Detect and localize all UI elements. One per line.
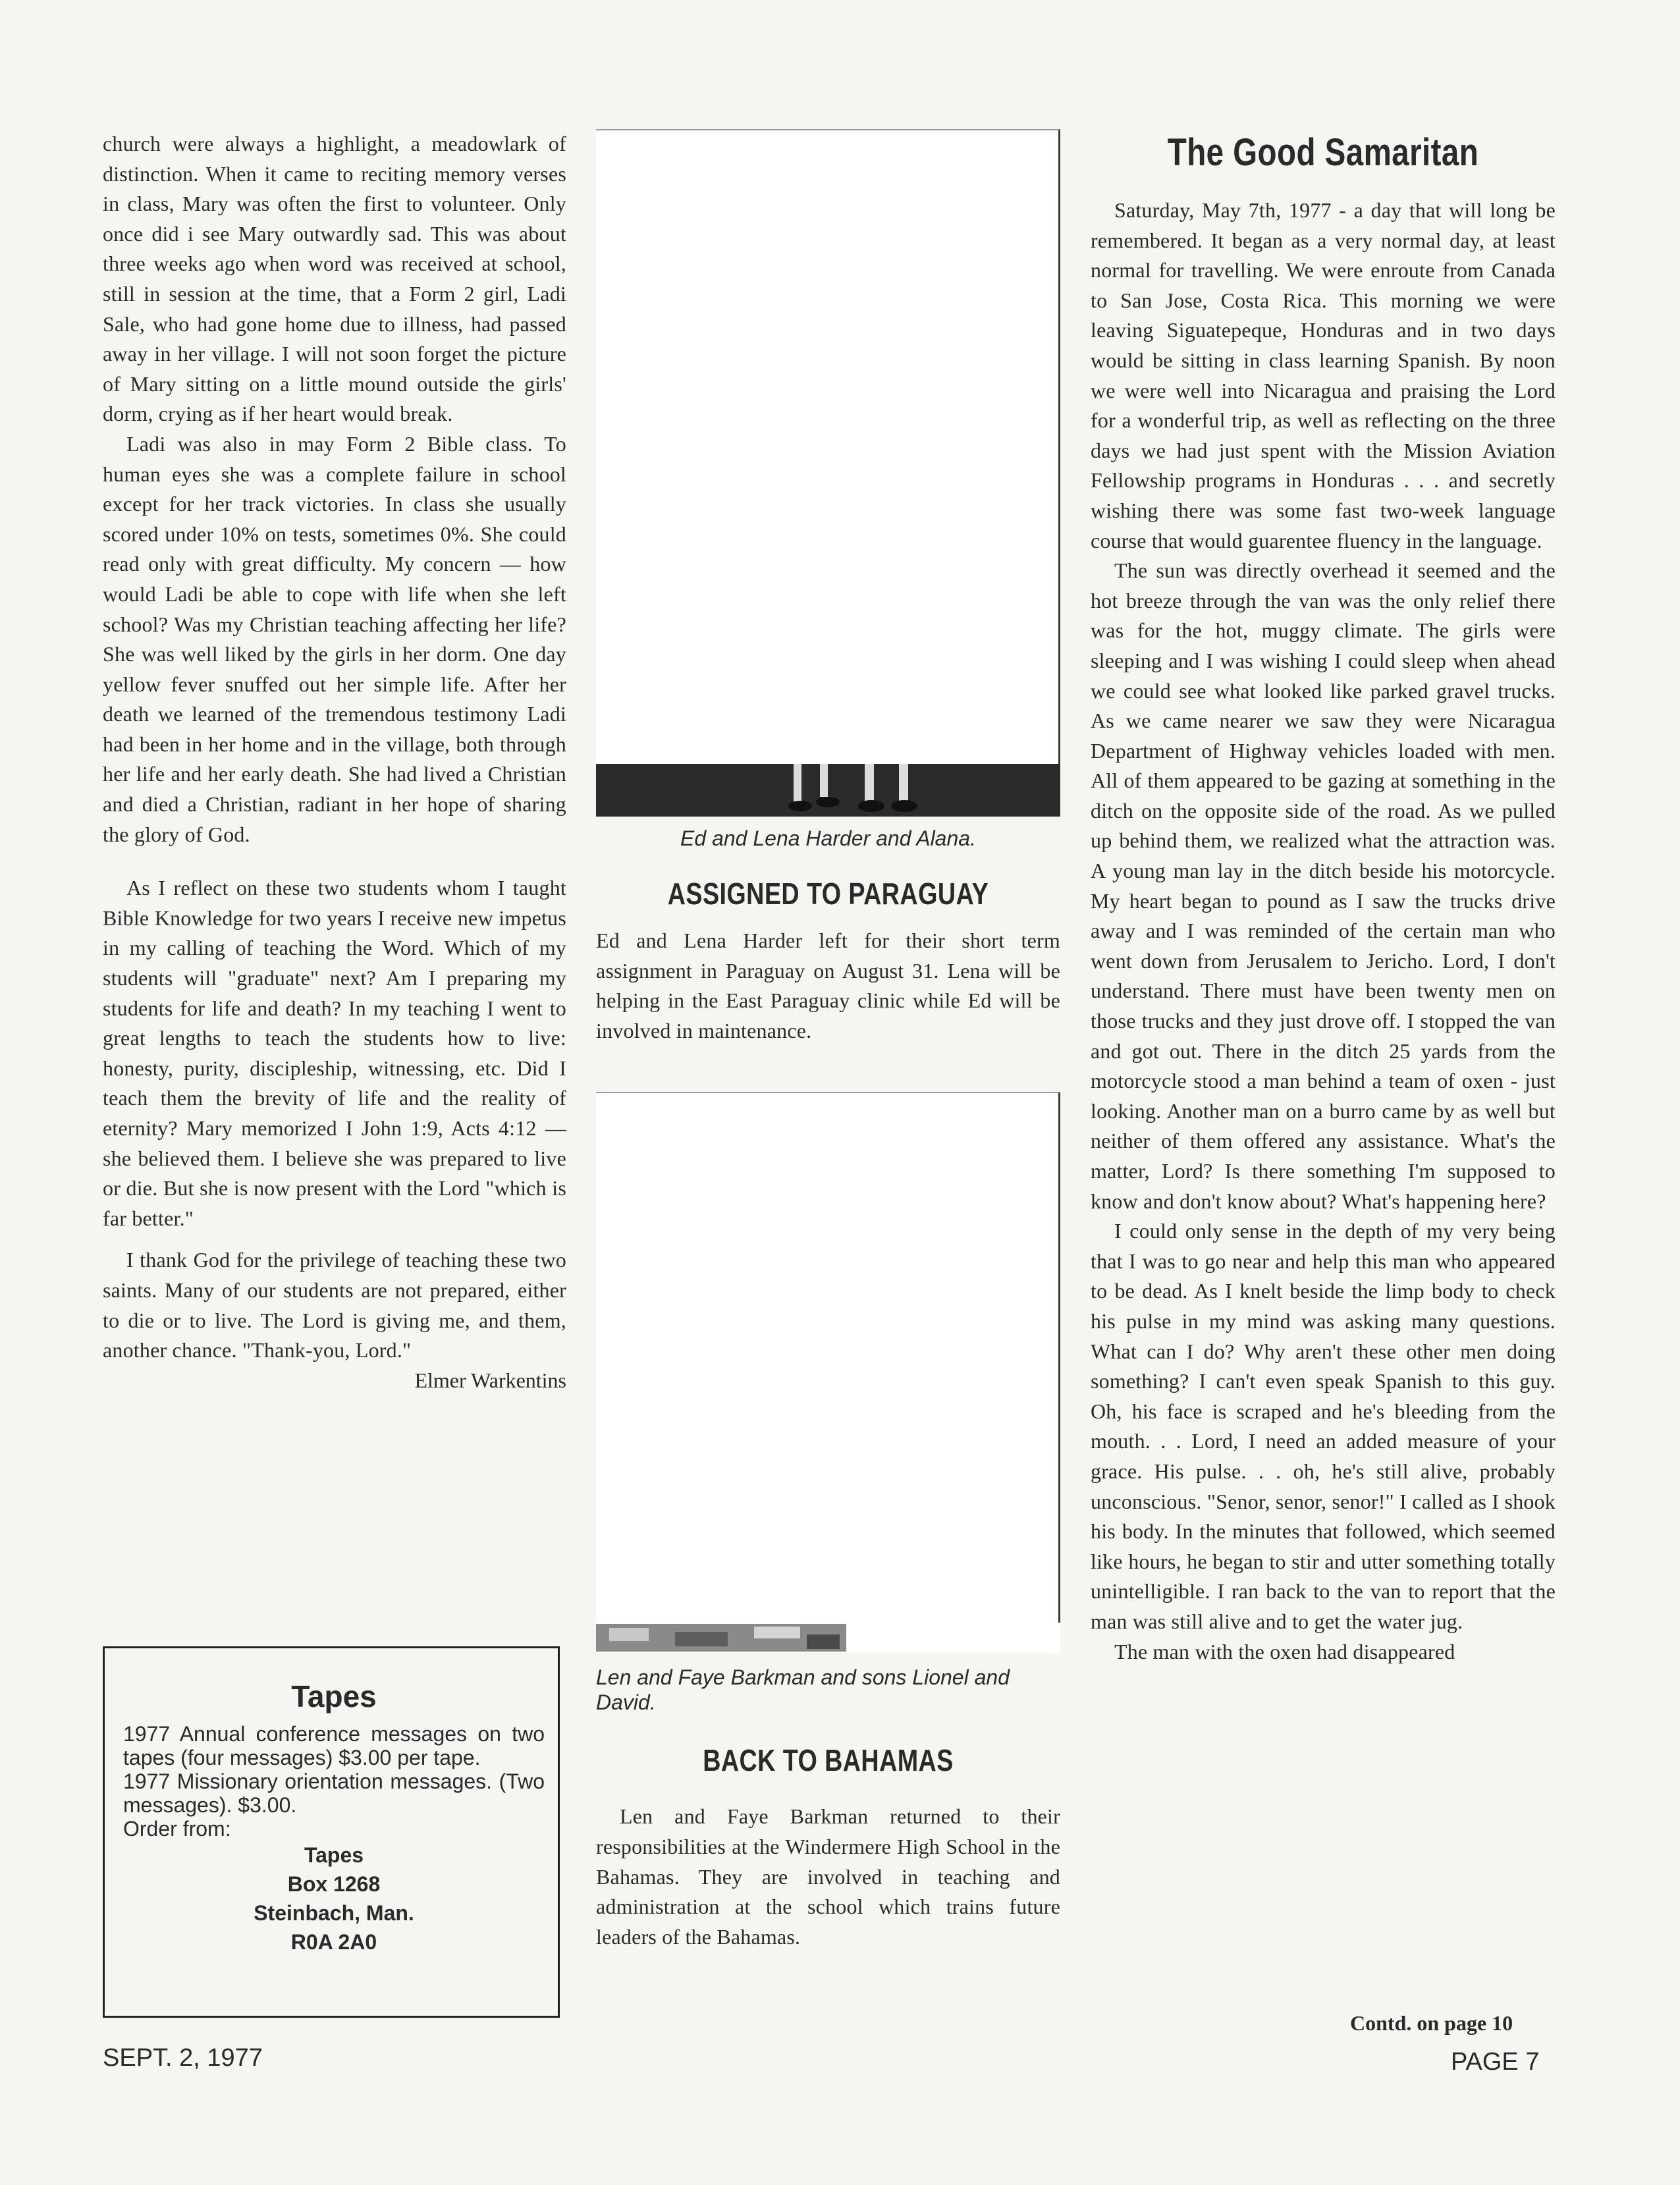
article-paragraph: As I reflect on these two students whom I taught Bible Knowledge for two years I receive new impetus in my calling of teaching the Word. Which of my students will "graduate" next? Am I preparing my students for life and death? In my teaching I went to great lengths to teach the students how to live: honesty, purity, discipleship, witnessing, etc. Did I teach them the brevity of life and the reality of eternity? Mary memorized I John 1:9, Acts 4:12 — she believed them. I believe she was prepared to live or die. But she is now present with the Lord "which is far better." <box>103 876 566 1230</box>
tapes-title: Tapes <box>291 1679 377 1713</box>
article-paragraph: Ladi was also in may Form 2 Bible class. To human eyes she was a complete failure in school except for her track victories. In class she usually scored under 10% on tests, sometimes 0%. She could read only with great difficulty. My concern — how would Ladi be able to cope with life when she left school? Was my Christian teaching affecting her life? She was well liked by the girls in her dorm. One day yellow fever snuffed out her simple life. After her death we learned of the tremendous testimony Ladi had been in her home and in the village, both through her life and her early death. She had lived a Christian and died a Christian, radiant in her hope of sharing the glory of God. <box>103 431 566 846</box>
tapes-line: Order from: <box>123 1817 231 1841</box>
tapes-address-line: Steinbach, Man. <box>254 1901 414 1925</box>
issue-date: SEPT. 2, 1977 <box>103 2044 263 2072</box>
column-right <box>1091 129 1556 1667</box>
page-number: PAGE 7 <box>1451 2048 1540 2076</box>
article-paragraph: Ed and Lena Harder left for their short term assignment in Paraguay on August 31. Lena will be helping in the East Paraguay clinic while Ed will be involved in maintenance. <box>596 929 1060 1042</box>
tapes-line: 1977 Missionary orientation messages. (Two messages). $3.00. <box>123 1769 545 1817</box>
photo-caption: Len and Faye Barkman and sons Lionel and David. <box>596 1665 1010 1715</box>
tapes-address-line: Tapes <box>304 1843 364 1867</box>
article-paragraph: Len and Faye Barkman returned to their responsibilities at the Windermere High School in the Bahamas. They are involved in teaching and administration at the school which trains future leaders of the Bahamas. <box>596 1804 1060 1949</box>
tapes-line: 1977 Annual conference messages on two tapes (four messages) $3.00 per tape. <box>123 1722 545 1769</box>
photo-caption: Ed and Lena Harder and Alana. <box>680 826 976 850</box>
continued-note: Contd. on page 10 <box>1350 2011 1513 2035</box>
article-title: The Good Samaritan <box>1167 131 1479 174</box>
article-signature: Elmer Warkentins <box>414 1368 566 1392</box>
section-heading: BACK TO BAHAMAS <box>703 1743 954 1778</box>
article-paragraph: I thank God for the privilege of teaching these two saints. Many of our students are not prepared, either to die or to live. The Lord is giving me, and them, another chance. "Thank-you, Lord." <box>103 1248 566 1362</box>
photo-strip <box>596 1623 1060 1653</box>
column-middle <box>596 129 1060 1952</box>
article-paragraph: Saturday, May 7th, 1977 - a day that will long be remembered. It began as a very normal day, at least normal for travelling. We were enroute from Canada to San Jose, Costa Rica. This morning we were leaving Siguatepeque, Honduras and in two days would be sitting in class learning Spanish. By noon we were well into Nicaragua and praising the Lord for a wonderful trip, as well as reflecting on the three days we had just spent with the Mission Aviation Fellowship programs in Honduras . . . and secretly wishing there was some fast two-week language course that would guarentee fluency in the language. <box>1091 198 1556 553</box>
photo-barkman-family <box>596 1092 1060 1653</box>
article-paragraph: The sun was directly overhead it seemed and the hot breeze through the van was the only relief there was for the hot, muggy climate. The girls were sleeping and I was wishing I could sleep when ahead we could see what looked like parked gravel trucks. As we came nearer we saw they were Nicaragua Department of Highway vehicles loaded with men. All of them appeared to be gazing at something in the ditch on the opposite side of the road. As we pulled up behind them, we realized what the attraction was. A young man lay in the ditch beside his motorcycle. My heart began to pound as I saw the trucks drive away and I was reminded of the certain man who went down from Jerusalem to Jericho. Lord, I don't understand. There must have been twenty men on those trucks and they just drove off. I stopped the van and got out. There in the ditch 25 yards from the motorcycle stood a man behind a team of oxen - just looking. Another man on a burro came by as well but neither of them offered any assistance. What's the matter, Lord? Is there something I'm supposed to know and don't know about? What's happening here? <box>1091 558 1556 1213</box>
tapes-address-line: R0A 2A0 <box>290 1930 377 1954</box>
tapes-address-line: Box 1268 <box>287 1872 381 1896</box>
tapes-ad-box <box>103 1646 560 2018</box>
photo-harder-family <box>596 129 1060 817</box>
article-paragraph: I could only sense in the depth of my very being that I was to go near and help this man who appeared to be dead. As I knelt beside the limp body to check his pulse in my mind was asking many questions. What can I do? Why aren't these other men doing something? I can't even speak Spanish to this guy. Oh, his face is scraped and he's bleeding from the mouth. . . Lord, I need an added measure of your grace. His pulse. . . oh, he's still alive, probably unconscious. "Senor, senor, senor!" I called as I shook his body. In the minutes that followed, which seemed like hours, he began to stir and utter something totally unintelligible. I ran back to the van to report that the man was still alive and to get the water jug. <box>1091 1219 1556 1633</box>
section-heading: ASSIGNED TO PARAGUAY <box>667 877 989 911</box>
photo-strip <box>596 764 1060 817</box>
article-paragraph: The man with the oxen had disappeared <box>1114 1639 1455 1663</box>
column-left <box>103 129 566 1395</box>
article-paragraph: church were always a highlight, a meadowlark of distinction. When it came to reciting memory verses in class, Mary was often the first to volunteer. Only once did i see Mary outwardly sad. This was about three weeks ago when word was received at school, still in session at the time, that a Form 2 girl, Ladi Sale, who had gone home due to illness, had passed away in her village. I will not soon forget the picture of Mary sitting on a little mound outside the girls' dorm, crying as if her heart would break. <box>103 132 566 426</box>
